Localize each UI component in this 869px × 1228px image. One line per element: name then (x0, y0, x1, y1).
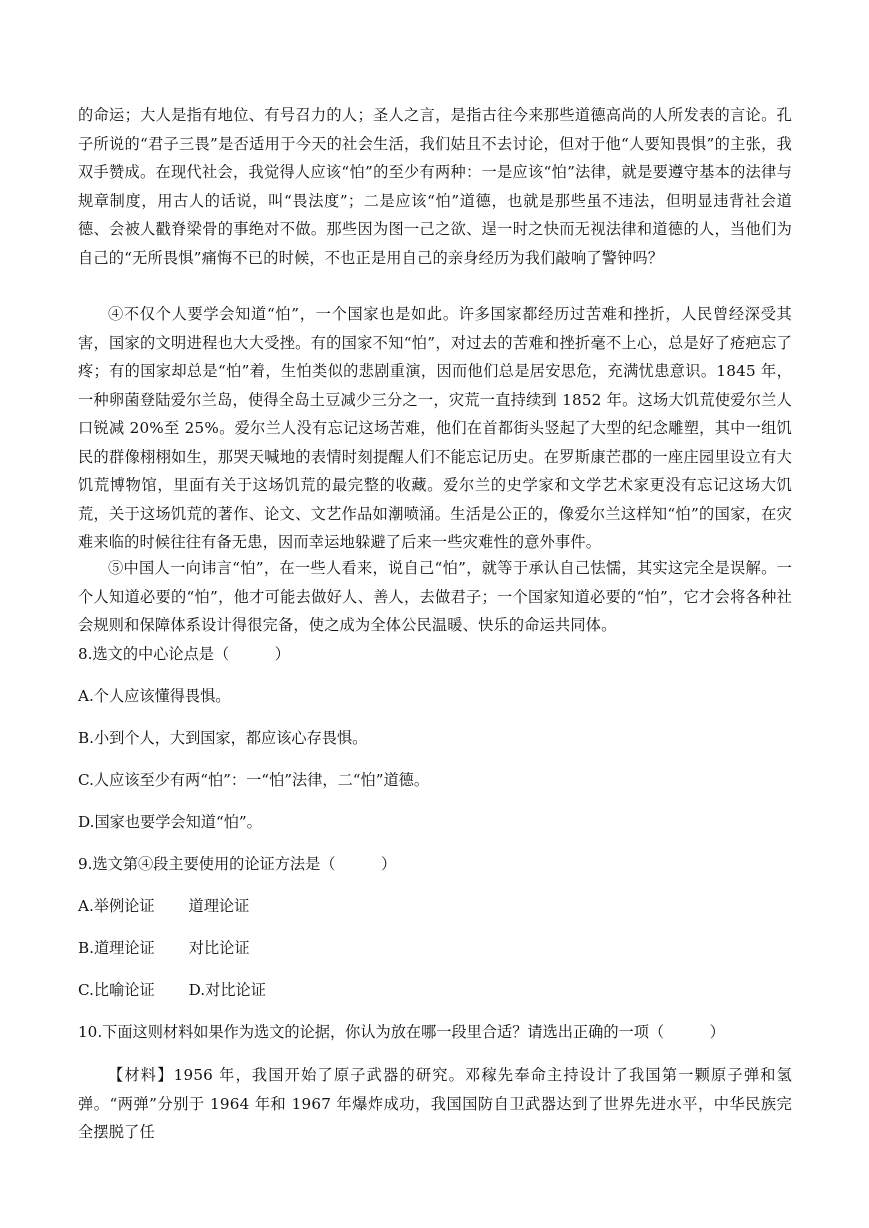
question-8-option-d: D.国家也要学会知道“怕”。 (78, 813, 262, 831)
question-8-option-c: C.人应该至少有两“怕”：一“怕”法律，二“怕”道德。 (78, 771, 430, 789)
question-9-stem: 9.选文第④段主要使用的论证方法是（ ） (78, 855, 397, 873)
question-9-option-b-extra: 对比论证 (188, 939, 250, 957)
paragraph-5: ⑤中国人一向讳言“怕”，在一些人看来，说自己“怕”，就等于承认自己怯懦，其实这完全是误解。一个人知道必要的“怕”，他才可能去做好人、善人，去做君子；一个国家知道必要的“怕”，它才会将各种社会规则和保障体系设计得很完备，使之成为全体公民温暖、快乐的命运共同体。 (78, 559, 792, 634)
question-9-option-d: D.对比论证 (188, 981, 266, 999)
question-9-option-b: B.道理论证 (78, 939, 155, 957)
question-8-option-a: A.个人应该懂得畏惧。 (78, 687, 231, 705)
question-9-options-row-3 (78, 976, 792, 1004)
paragraph-4: ④不仅个人要学会知道“怕”，一个国家也是如此。许多国家都经历过苦难和挫折，人民曾经深受其害，国家的文明进程也大大受挫。有的国家不知“怕”，对过去的苦难和挫折毫不上心，总是好了疮疤忘了疼；有的国家却总是“怕”着，生怕类似的悲剧重演，因而他们总是居安思危，充满忧患意识。1845 年，一种卵菌登陆爱尔兰岛，使得全岛土豆减少三分之一，灾荒一直持续到 1852 年。这场大饥荒使爱尔兰人口锐减 20%至 25%。爱尔兰人没有忘记这场苦难，他们在首都街头竖起了大型的纪念雕塑，其中一组饥民的群像栩栩如生，那哭天喊地的表情时刻提醒人们不能忘记历史。在罗斯康芒郡的一座庄园里设立有大饥荒博物馆，里面有关于这场饥荒的最完整的收藏。爱尔兰的史学家和文学艺术家更没有忘记这场大饥荒，关于这场饥荒的著作、论文、文艺作品如潮喷涌。生活是公正的，像爱尔兰这样知“怕”的国家，在灾难来临的时候往往有备无患，因而幸运地躲避了后来一些灾难性的意外事件。 (78, 305, 792, 551)
question-9-option-a-extra: 道理论证 (188, 897, 250, 915)
question-9-options-row-1 (78, 892, 792, 920)
question-8-stem: 8.选文的中心论点是（ ） (78, 645, 290, 663)
question-9-option-a: A.举例论证 (78, 897, 155, 915)
question-10-stem: 10.下面这则材料如果作为选文的论据，你认为放在哪一段里合适？请选出正确的一项（ ） (78, 1023, 725, 1041)
question-9-option-c: C.比喻论证 (78, 981, 155, 999)
question-8-option-b: B.小到个人，大到国家，都应该心存畏惧。 (78, 729, 368, 747)
question-9-options-row-2 (78, 934, 792, 962)
paragraph-3-continuation: 的命运；大人是指有地位、有号召力的人；圣人之言，是指古往今来那些道德高尚的人所发表的言论。孔子所说的“君子三畏”是否适用于今天的社会生活，我们姑且不去讨论，但对于他“人要知畏惧”的主张，我双手赞成。在现代社会，我觉得人应该“怕”的至少有两种：一是应该“怕”法律，就是要遵守基本的法律与规章制度，用古人的话说，叫“畏法度”；二是应该“怕”道德，也就是那些虽不违法，但明显违背社会道德、会被人戳脊梁骨的事绝对不做。那些因为图一己之欲、逞一时之快而无视法律和道德的人，当他们为自己的“无所畏惧”痛悔不已的时候，不也正是用自己的亲身经历为我们敲响了警钟吗？ (78, 106, 792, 267)
question-10-material: 【材料】1956 年，我国开始了原子武器的研究。邓稼先奉命主持设计了我国第一颗原子弹和氢弹。“两弹”分别于 1964 年和 1967 年爆炸成功，我国国防自卫武器达到了世界先进水平，中华民族完全摆脱了任 (78, 1066, 792, 1141)
